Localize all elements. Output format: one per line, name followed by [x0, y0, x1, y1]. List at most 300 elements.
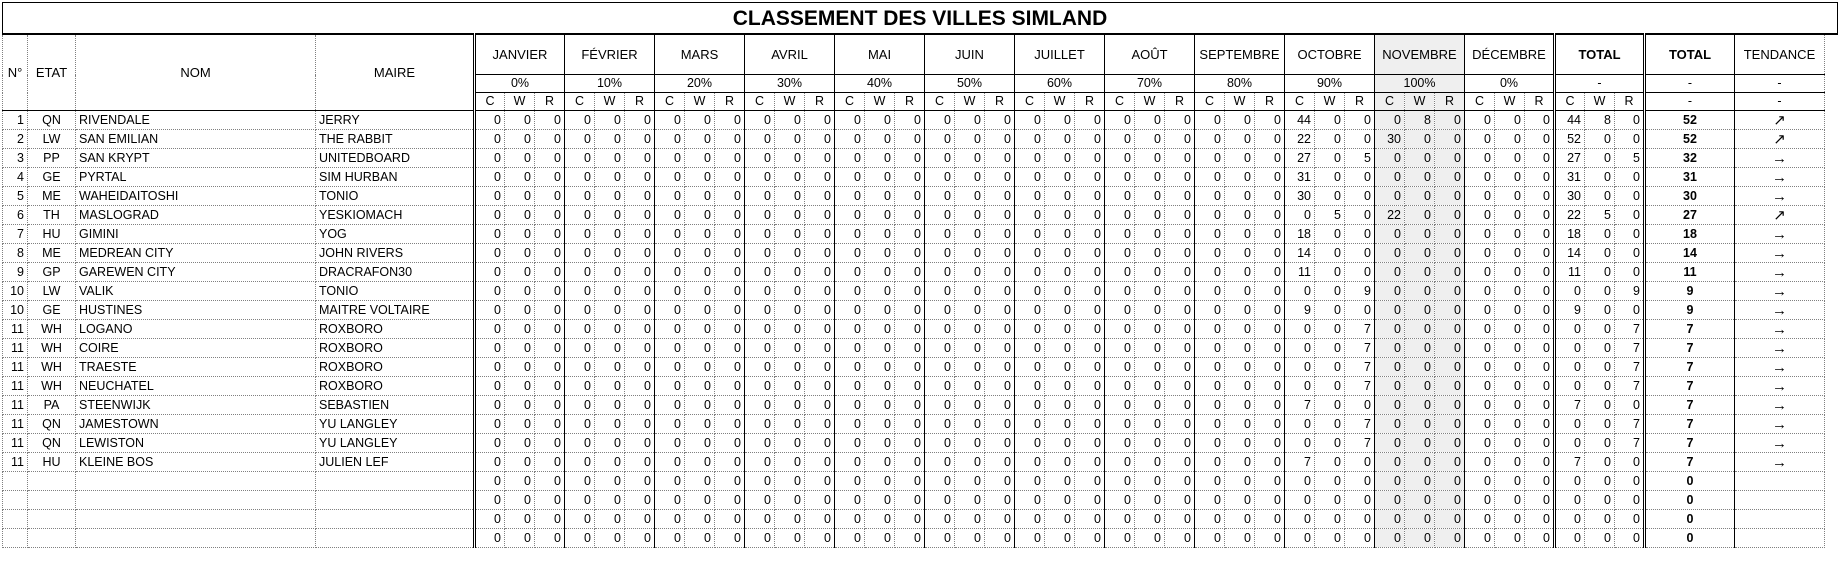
city-name-cell: KLEINE BOS [76, 453, 316, 472]
score-cell: 0 [1315, 320, 1345, 339]
score-cell: 0 [1405, 491, 1435, 510]
score-cell: 0 [1195, 111, 1225, 130]
score-cell: 0 [775, 225, 805, 244]
score-cell: 0 [1225, 453, 1255, 472]
total-cwr-cell: 7 [1615, 358, 1645, 377]
score-cell: 0 [865, 396, 895, 415]
score-cell: 0 [1045, 130, 1075, 149]
score-cell: 0 [1375, 187, 1405, 206]
score-cell: 0 [1525, 111, 1555, 130]
total-cwr-cell: 22 [1555, 206, 1585, 225]
rank-cell: 3 [3, 149, 28, 168]
city-name-cell: STEENWIJK [76, 396, 316, 415]
score-cell: 0 [1345, 396, 1375, 415]
score-cell: 0 [565, 168, 595, 187]
score-cell: 14 [1285, 244, 1315, 263]
score-cell: 0 [1255, 149, 1285, 168]
total-cwr-cell: 0 [1555, 434, 1585, 453]
score-cell: 0 [505, 377, 535, 396]
score-cell: 0 [1315, 225, 1345, 244]
score-cell: 0 [1435, 168, 1465, 187]
table-row [3, 225, 1838, 244]
score-cell: 0 [715, 472, 745, 491]
score-cell: 0 [685, 529, 715, 548]
score-cell: 0 [745, 377, 775, 396]
score-cell: 0 [1195, 130, 1225, 149]
mayor-cell: ROXBORO [316, 320, 475, 339]
total-cwr-cell: 7 [1615, 434, 1645, 453]
score-cell: 22 [1375, 206, 1405, 225]
score-cell: 0 [715, 168, 745, 187]
trend-arrow-icon: ↗ [1735, 130, 1825, 149]
score-cell: 0 [1255, 510, 1285, 529]
score-cell: 0 [1375, 396, 1405, 415]
score-cell: 0 [1015, 282, 1045, 301]
rank-header: N° [3, 34, 28, 111]
state-cell: WH [28, 377, 76, 396]
score-cell: 0 [805, 244, 835, 263]
rank-cell [3, 472, 28, 491]
score-cell: 0 [1255, 529, 1285, 548]
city-name-cell: TRAESTE [76, 358, 316, 377]
score-cell: 0 [595, 434, 625, 453]
score-cell: 0 [775, 206, 805, 225]
score-cell: 0 [1465, 282, 1495, 301]
city-name-cell: JAMESTOWN [76, 415, 316, 434]
score-cell: 0 [1465, 301, 1495, 320]
score-cell: 0 [1015, 339, 1045, 358]
score-cell: 0 [1495, 320, 1525, 339]
score-cell: 0 [1435, 472, 1465, 491]
score-cell: 0 [1285, 358, 1315, 377]
score-cell: 0 [985, 187, 1015, 206]
score-cell: 0 [505, 263, 535, 282]
score-cell: 0 [1135, 434, 1165, 453]
cwr-subheader: W [865, 93, 895, 111]
trend-arrow-icon: ↗ [1735, 111, 1825, 130]
score-cell: 0 [985, 263, 1015, 282]
score-cell: 0 [685, 282, 715, 301]
score-cell: 0 [595, 339, 625, 358]
score-cell: 0 [1525, 472, 1555, 491]
score-cell: 0 [1285, 510, 1315, 529]
score-cell: 0 [1375, 415, 1405, 434]
score-cell: 0 [535, 434, 565, 453]
total-cwr-cell: 14 [1555, 244, 1585, 263]
score-cell: 0 [1405, 149, 1435, 168]
score-cell: 0 [865, 187, 895, 206]
score-cell: 0 [835, 130, 865, 149]
score-cell: 0 [475, 491, 505, 510]
score-cell: 0 [1435, 263, 1465, 282]
score-cell: 0 [1075, 434, 1105, 453]
score-cell: 0 [1165, 377, 1195, 396]
score-cell: 0 [475, 168, 505, 187]
score-cell: 0 [865, 206, 895, 225]
score-cell: 7 [1345, 358, 1375, 377]
score-cell: 0 [595, 206, 625, 225]
mayor-cell: THE RABBIT [316, 130, 475, 149]
score-cell: 0 [1525, 320, 1555, 339]
score-cell: 0 [1225, 415, 1255, 434]
score-cell: 0 [1195, 415, 1225, 434]
score-cell: 0 [1165, 415, 1195, 434]
score-cell: 0 [1225, 168, 1255, 187]
table-row [3, 320, 1838, 339]
score-cell: 0 [535, 225, 565, 244]
score-cell: 0 [475, 206, 505, 225]
score-cell: 0 [1255, 415, 1285, 434]
score-cell: 0 [745, 358, 775, 377]
score-cell: 0 [505, 149, 535, 168]
score-cell: 0 [475, 434, 505, 453]
total-cwr-cell: 30 [1555, 187, 1585, 206]
total-cwr-dash: - [1555, 75, 1645, 93]
rank-cell: 11 [3, 358, 28, 377]
score-cell: 0 [895, 453, 925, 472]
score-cell: 0 [1195, 491, 1225, 510]
total-cwr-cell: 0 [1585, 187, 1615, 206]
score-cell: 0 [1495, 206, 1525, 225]
score-cell: 0 [775, 263, 805, 282]
total-cwr-cell: 0 [1555, 358, 1585, 377]
trend-arrow-icon [1735, 529, 1825, 548]
score-cell: 0 [955, 434, 985, 453]
score-cell: 0 [1075, 225, 1105, 244]
score-cell: 0 [895, 415, 925, 434]
score-cell: 0 [1225, 130, 1255, 149]
score-cell: 0 [1495, 263, 1525, 282]
score-cell: 0 [595, 320, 625, 339]
rank-cell: 6 [3, 206, 28, 225]
score-cell: 0 [535, 472, 565, 491]
score-cell: 0 [625, 377, 655, 396]
total-dash: - [1645, 75, 1735, 93]
score-cell: 0 [1045, 149, 1075, 168]
score-cell: 0 [955, 377, 985, 396]
score-cell: 0 [955, 206, 985, 225]
total-cwr-cell: 0 [1615, 225, 1645, 244]
total-cell: 52 [1645, 111, 1735, 130]
score-cell: 0 [1465, 320, 1495, 339]
score-cell: 0 [865, 358, 895, 377]
score-cell: 0 [745, 491, 775, 510]
score-cell: 0 [895, 187, 925, 206]
score-cell: 0 [535, 339, 565, 358]
total-cwr-cell: 0 [1585, 339, 1615, 358]
cwr-subheader: W [1135, 93, 1165, 111]
score-cell: 0 [1225, 434, 1255, 453]
score-cell: 0 [1375, 244, 1405, 263]
table-row [3, 472, 1838, 491]
score-cell: 0 [1015, 529, 1045, 548]
score-cell: 0 [1225, 111, 1255, 130]
score-cell: 5 [1315, 206, 1345, 225]
total-cwr-cell: 0 [1555, 472, 1585, 491]
score-cell: 0 [1225, 358, 1255, 377]
state-cell [28, 491, 76, 510]
city-name-cell: GIMINI [76, 225, 316, 244]
score-cell: 0 [1045, 301, 1075, 320]
score-cell: 0 [895, 130, 925, 149]
score-cell: 0 [1225, 263, 1255, 282]
cwr-subheader: C [1195, 93, 1225, 111]
table-row [3, 396, 1838, 415]
score-cell: 0 [1525, 244, 1555, 263]
score-cell: 0 [955, 510, 985, 529]
trend-arrow-icon [1735, 510, 1825, 529]
score-cell: 0 [1345, 510, 1375, 529]
score-cell: 0 [835, 187, 865, 206]
table-row [3, 130, 1838, 149]
total-cwr-cell: 0 [1615, 111, 1645, 130]
score-cell: 0 [1255, 263, 1285, 282]
cwr-subheader: W [955, 93, 985, 111]
score-cell: 0 [1345, 130, 1375, 149]
score-cell: 0 [1375, 149, 1405, 168]
score-cell: 0 [1315, 263, 1345, 282]
score-cell: 0 [1495, 168, 1525, 187]
score-cell: 7 [1345, 377, 1375, 396]
state-header: ETAT [28, 34, 76, 111]
score-cell: 0 [1255, 434, 1285, 453]
score-cell: 0 [1165, 244, 1195, 263]
city-name-cell: GAREWEN CITY [76, 263, 316, 282]
score-cell: 0 [985, 130, 1015, 149]
score-cell: 0 [595, 168, 625, 187]
score-cell: 0 [1495, 510, 1525, 529]
month-percent: 20% [655, 75, 745, 93]
score-cell: 0 [595, 510, 625, 529]
score-cell: 0 [925, 130, 955, 149]
score-cell: 0 [775, 453, 805, 472]
score-cell: 0 [1195, 187, 1225, 206]
month-header: FÉVRIER [565, 34, 655, 75]
score-cell: 0 [505, 320, 535, 339]
table-row [3, 415, 1838, 434]
trend-arrow-icon: → [1735, 244, 1825, 263]
score-cell: 0 [1255, 168, 1285, 187]
score-cell: 0 [1315, 339, 1345, 358]
score-cell: 0 [625, 472, 655, 491]
month-header: JANVIER [475, 34, 565, 75]
score-cell: 0 [865, 453, 895, 472]
score-cell: 0 [535, 415, 565, 434]
score-cell: 0 [1075, 510, 1105, 529]
score-cell: 0 [1105, 529, 1135, 548]
score-cell: 0 [1195, 529, 1225, 548]
score-cell: 0 [1135, 301, 1165, 320]
table-row [3, 510, 1838, 529]
score-cell: 0 [925, 320, 955, 339]
score-cell: 0 [1465, 339, 1495, 358]
score-cell: 0 [595, 358, 625, 377]
score-cell: 0 [685, 206, 715, 225]
score-cell: 0 [1015, 472, 1045, 491]
score-cell: 0 [505, 472, 535, 491]
score-cell: 0 [1075, 263, 1105, 282]
score-cell: 0 [475, 187, 505, 206]
score-cell: 0 [655, 130, 685, 149]
score-cell: 0 [1015, 301, 1045, 320]
score-cell: 0 [895, 282, 925, 301]
score-cell: 0 [1045, 187, 1075, 206]
score-cell: 5 [1345, 149, 1375, 168]
cwr-subheader: R [1345, 93, 1375, 111]
score-cell: 0 [865, 168, 895, 187]
score-cell: 0 [1195, 358, 1225, 377]
score-cell: 0 [835, 377, 865, 396]
rank-cell: 5 [3, 187, 28, 206]
score-cell: 0 [1225, 187, 1255, 206]
score-cell: 0 [985, 434, 1015, 453]
mayor-cell: JERRY [316, 111, 475, 130]
score-cell: 0 [895, 301, 925, 320]
total-cwr-cell: 0 [1615, 301, 1645, 320]
score-cell: 0 [865, 263, 895, 282]
score-cell: 0 [475, 244, 505, 263]
score-cell: 0 [565, 510, 595, 529]
score-cell: 0 [895, 149, 925, 168]
score-cell: 0 [1015, 244, 1045, 263]
score-cell: 0 [1045, 377, 1075, 396]
score-cell: 0 [655, 472, 685, 491]
score-cell: 0 [1525, 415, 1555, 434]
score-cell: 0 [955, 339, 985, 358]
score-cell: 0 [565, 339, 595, 358]
total-cwr-cell: 0 [1555, 491, 1585, 510]
score-cell: 0 [745, 453, 775, 472]
score-cell: 0 [1495, 529, 1525, 548]
score-cell: 0 [595, 377, 625, 396]
mayor-cell: UNITEDBOARD [316, 149, 475, 168]
score-cell: 0 [1135, 206, 1165, 225]
score-cell: 0 [535, 130, 565, 149]
score-cell: 0 [475, 149, 505, 168]
score-cell: 0 [625, 358, 655, 377]
total-cwr-cell: 0 [1585, 301, 1615, 320]
cwr-subheader: W [1585, 93, 1615, 111]
score-cell: 0 [1405, 282, 1435, 301]
score-cell: 0 [835, 472, 865, 491]
score-cell: 0 [1045, 320, 1075, 339]
score-cell: 0 [475, 453, 505, 472]
score-cell: 0 [475, 415, 505, 434]
score-cell: 0 [1405, 529, 1435, 548]
score-cell: 7 [1345, 320, 1375, 339]
score-cell: 0 [955, 168, 985, 187]
score-cell: 0 [1165, 472, 1195, 491]
score-cell: 0 [535, 396, 565, 415]
total-cwr-cell: 5 [1585, 206, 1615, 225]
score-cell: 0 [655, 225, 685, 244]
score-cell: 0 [835, 510, 865, 529]
rank-cell: 11 [3, 396, 28, 415]
score-cell: 0 [1405, 301, 1435, 320]
score-cell: 0 [475, 396, 505, 415]
total-cwr-cell: 0 [1615, 510, 1645, 529]
score-cell: 0 [1435, 377, 1465, 396]
score-cell: 0 [1225, 282, 1255, 301]
score-cell: 0 [775, 282, 805, 301]
trend-arrow-icon: → [1735, 263, 1825, 282]
score-cell: 0 [475, 301, 505, 320]
score-cell: 0 [1315, 244, 1345, 263]
score-cell: 0 [1015, 320, 1045, 339]
cwr-subheader: R [985, 93, 1015, 111]
score-cell: 0 [925, 282, 955, 301]
score-cell: 0 [715, 377, 745, 396]
city-name-cell: LEWISTON [76, 434, 316, 453]
rank-cell: 9 [3, 263, 28, 282]
score-cell: 0 [1225, 320, 1255, 339]
score-cell: 0 [535, 282, 565, 301]
score-cell: 0 [1105, 168, 1135, 187]
table-row [3, 282, 1838, 301]
total-cwr-cell: 7 [1555, 396, 1585, 415]
score-cell: 0 [655, 206, 685, 225]
score-cell: 0 [1195, 434, 1225, 453]
score-cell: 0 [1435, 491, 1465, 510]
score-cell: 0 [1495, 225, 1525, 244]
score-cell: 0 [1345, 244, 1375, 263]
score-cell: 0 [625, 396, 655, 415]
score-cell: 0 [1105, 491, 1135, 510]
score-cell: 0 [835, 358, 865, 377]
score-cell: 0 [835, 434, 865, 453]
city-name-cell [76, 510, 316, 529]
score-cell: 0 [535, 529, 565, 548]
score-cell: 0 [715, 320, 745, 339]
total-cwr-cell: 0 [1615, 244, 1645, 263]
city-name-cell: PYRTAL [76, 168, 316, 187]
total-cwr-cell: 44 [1555, 111, 1585, 130]
total-cwr-cell: 0 [1585, 453, 1615, 472]
score-cell: 0 [1465, 111, 1495, 130]
score-cell: 0 [505, 529, 535, 548]
score-cell: 0 [1225, 510, 1255, 529]
score-cell: 0 [1015, 225, 1045, 244]
score-cell: 0 [1405, 510, 1435, 529]
score-cell: 0 [745, 282, 775, 301]
state-cell: QN [28, 434, 76, 453]
score-cell: 0 [1135, 453, 1165, 472]
cwr-subheader: W [1045, 93, 1075, 111]
score-cell: 0 [1105, 320, 1135, 339]
total-cwr-cell: 9 [1555, 301, 1585, 320]
score-cell: 0 [625, 415, 655, 434]
score-cell: 0 [805, 263, 835, 282]
score-cell: 0 [895, 358, 925, 377]
trend-arrow-icon: → [1735, 168, 1825, 187]
score-cell: 0 [925, 111, 955, 130]
score-cell: 0 [1495, 453, 1525, 472]
score-cell: 0 [625, 434, 655, 453]
score-cell: 0 [1525, 510, 1555, 529]
trend-arrow-icon: ↗ [1735, 206, 1825, 225]
state-cell: TH [28, 206, 76, 225]
score-cell: 0 [1525, 491, 1555, 510]
score-cell: 0 [685, 434, 715, 453]
trend-arrow-icon: → [1735, 149, 1825, 168]
score-cell: 0 [1045, 263, 1075, 282]
score-cell: 0 [1525, 187, 1555, 206]
month-header: JUIN [925, 34, 1015, 75]
score-cell: 0 [805, 320, 835, 339]
score-cell: 44 [1285, 111, 1315, 130]
score-cell: 0 [1135, 244, 1165, 263]
score-cell: 0 [835, 320, 865, 339]
